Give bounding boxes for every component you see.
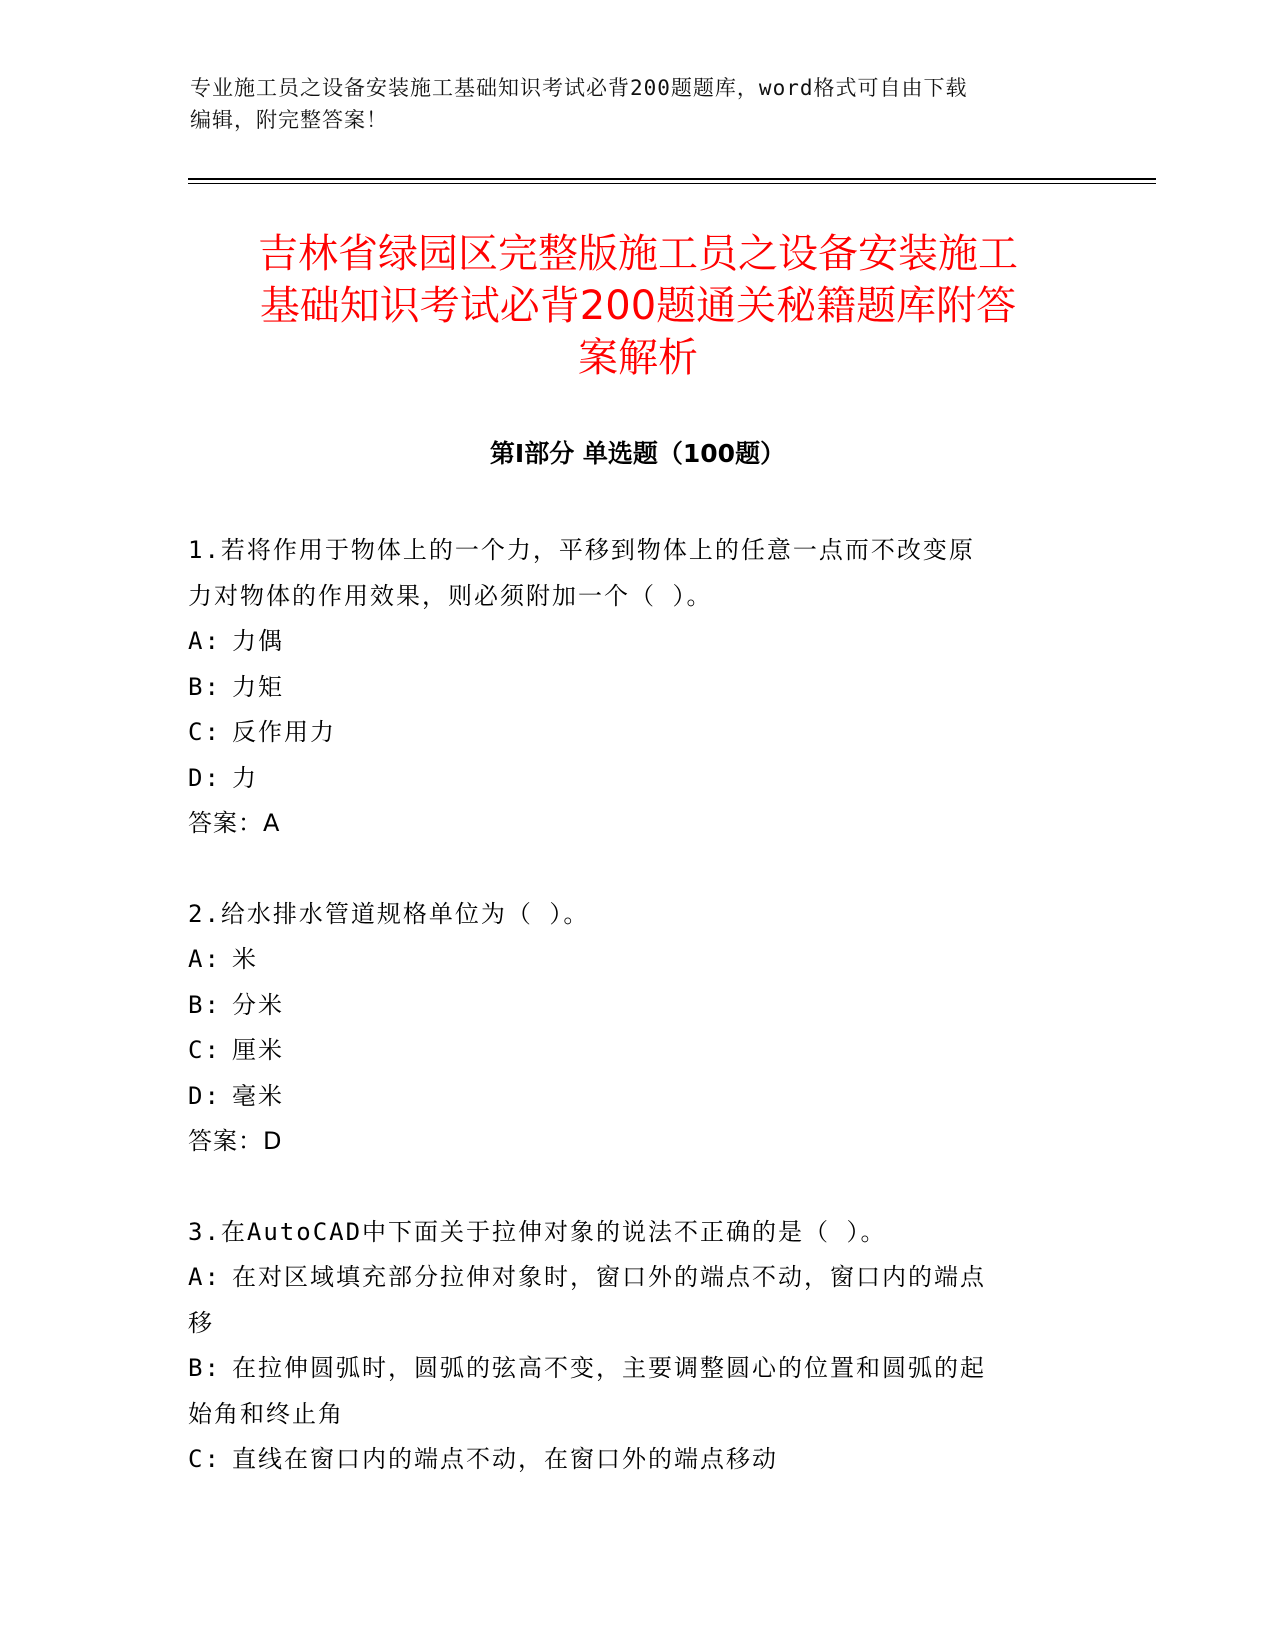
title-line-3: 案解析 [578,335,698,381]
option-c [188,1028,1088,1074]
question-3 [188,1210,1088,1483]
option-key: D: [188,1081,221,1110]
option-text: 反作用力 [232,718,336,746]
option-b-continued: 始角和终止角 [188,1399,344,1428]
answer: 答案：A [188,809,281,837]
option-key: D: [188,763,221,792]
header-rule-thin [188,183,1156,184]
header-rule-thick [188,178,1156,180]
question-1 [188,528,1088,847]
option-text: 在对区域填充部分拉伸对象时，窗口外的端点不动，窗口内的端点 [232,1263,986,1291]
option-key: C: [188,1445,221,1473]
option-b [188,1346,1088,1392]
option-text: 在拉伸圆弧时，圆弧的弦高不变，主要调整圆心的位置和圆弧的起 [232,1354,986,1382]
option-key: B: [188,1354,221,1382]
answer: 答案：D [188,1127,283,1155]
header-line-1: 专业施工员之设备安装施工基础知识考试必背200题题库，word格式可自由下载 [190,76,968,100]
option-key: A: [188,945,221,973]
option-key: C: [188,1036,221,1064]
option-d [188,1074,1088,1120]
option-text: 力偶 [232,627,284,655]
title-line-1: 吉林省绿园区完整版施工员之设备安装施工 [258,231,1018,277]
header-line-2: 编辑，附完整答案！ [190,108,388,132]
option-b [188,665,1088,711]
page-header [190,72,1080,136]
section-heading: 第Ⅰ部分 单选题（100题） [489,439,786,468]
question-list [188,528,1088,1528]
question-stem-continued: 力对物体的作用效果，则必须附加一个（ ）。 [188,581,713,610]
option-c [188,1437,1088,1483]
option-key: A: [188,627,221,655]
question-stem: 3.在AutoCAD中下面关于拉伸对象的说法不正确的是（ ）。 [188,1217,887,1246]
option-a [188,937,1088,983]
option-a [188,1255,1088,1301]
option-text: 力 [232,763,258,792]
question-stem: 2.给水排水管道规格单位为（ ）。 [188,899,590,928]
option-b [188,983,1088,1029]
option-key: B: [188,990,221,1019]
option-text: 力矩 [232,672,284,701]
option-key: C: [188,718,221,746]
option-text: 厘米 [232,1036,284,1064]
option-c [188,710,1088,756]
title-line-2: 基础知识考试必背200题通关秘籍题库附答 [259,283,1017,329]
option-d [188,756,1088,802]
option-text: 直线在窗口内的端点不动，在窗口外的端点移动 [232,1445,778,1473]
option-a-continued: 移 [188,1308,214,1337]
option-a [188,619,1088,665]
option-key: B: [188,672,221,701]
option-text: 分米 [232,990,284,1019]
option-text: 毫米 [232,1081,284,1110]
question-2 [188,892,1088,1165]
document-title [150,228,1126,384]
question-stem: 1.若将作用于物体上的一个力，平移到物体上的任意一点而不改变原 [188,536,975,564]
option-key: A: [188,1263,221,1291]
option-text: 米 [232,945,258,973]
